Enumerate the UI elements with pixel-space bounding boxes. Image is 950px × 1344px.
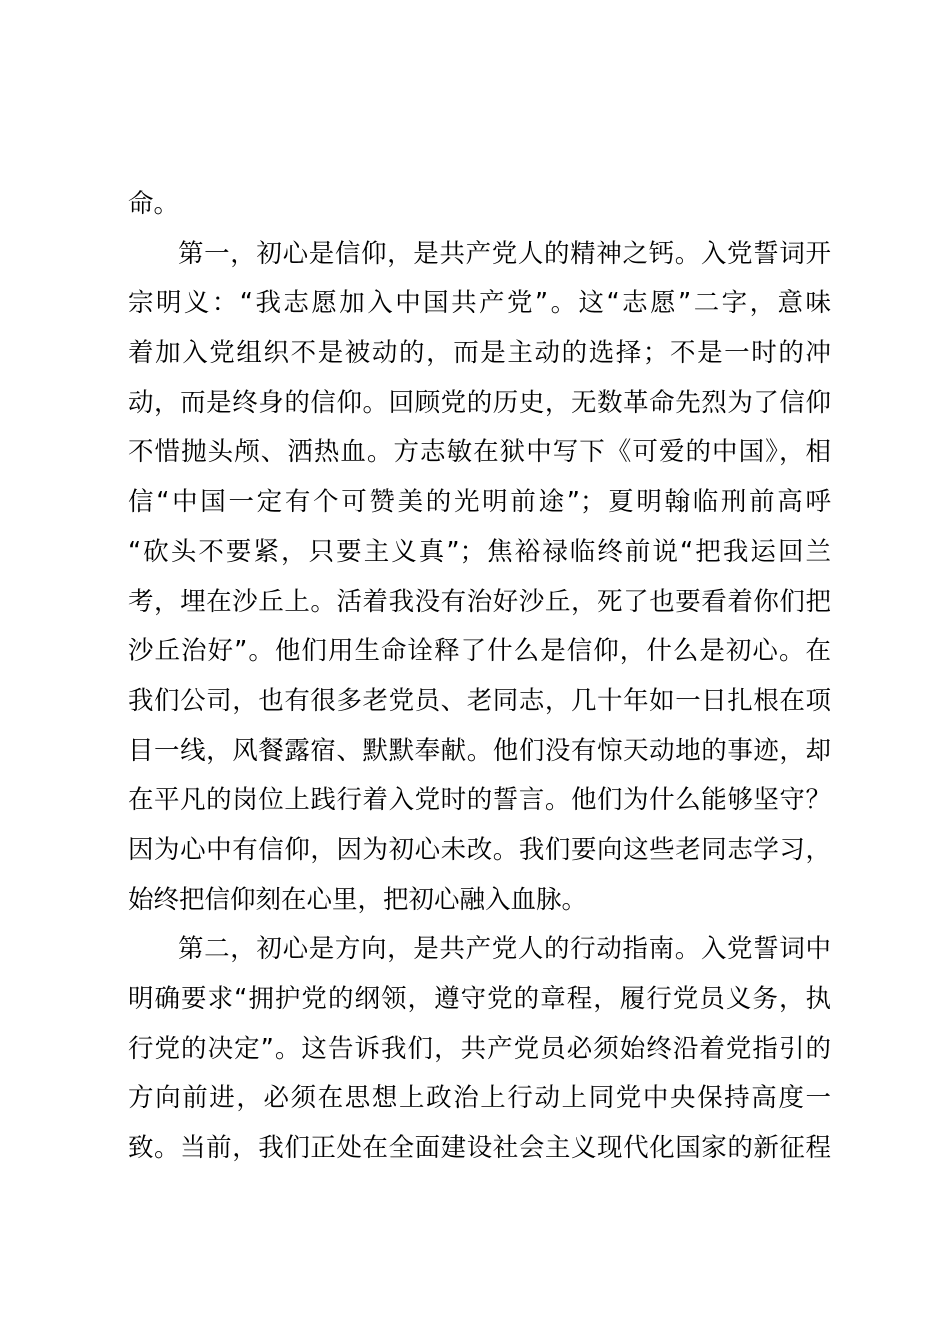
text-line: 我们公司，也有很多老党员、老同志，几十年如一日扎根在项: [128, 685, 831, 716]
text-line: 在平凡的岗位上践行着入党时的誓言。他们为什么能够坚守？: [128, 785, 831, 816]
text-line: 明确要求“拥护党的纲领，遵守党的章程，履行党员义务，执: [128, 984, 831, 1014]
text-line: 宗明义：“我志愿加入中国共产党”。这“志愿”二字，意味: [128, 288, 831, 319]
text-line: 始终把信仰刻在心里，把初心融入血脉。: [128, 884, 588, 915]
text-line: 沙丘治好”。他们用生命诠释了什么是信仰，什么是初心。在: [128, 636, 831, 667]
text-line: 目一线，风餐露宿、默默奉献。他们没有惊天动地的事迹，却: [128, 735, 831, 766]
paragraph-first-line: 第一，初心是信仰，是共产党人的精神之钙。入党誓词开: [178, 238, 831, 269]
document-body: [128, 180, 831, 1174]
text-line: 行党的决定”。这告诉我们，共产党员必须始终沿着党指引的: [128, 1033, 831, 1064]
text-line: 不惜抛头颅、洒热血。方志敏在狱中写下《可爱的中国》，相: [128, 437, 831, 468]
text-line: 因为心中有信仰，因为初心未改。我们要向这些老同志学习，: [128, 834, 831, 865]
text-line: 动，而是终身的信仰。回顾党的历史，无数革命先烈为了信仰: [128, 387, 831, 418]
text-line: 命。: [128, 189, 180, 219]
text-line: 信“中国一定有个可赞美的光明前途”；夏明翰临刑前高呼: [128, 487, 831, 518]
text-line: 考，埋在沙丘上。活着我没有治好沙丘，死了也要看着你们把: [128, 586, 831, 617]
text-line: 着加入党组织不是被动的，而是主动的选择；不是一时的冲: [128, 338, 831, 369]
text-line: 方向前进，必须在思想上政治上行动上同党中央保持高度一: [128, 1083, 831, 1114]
text-line: 致。当前，我们正处在全面建设社会主义现代化国家的新征程: [128, 1133, 831, 1164]
paragraph-first-line: 第二，初心是方向，是共产党人的行动指南。入党誓词中: [178, 934, 831, 965]
text-line: “砍头不要紧，只要主义真”；焦裕禄临终前说“把我运回兰: [128, 536, 831, 567]
